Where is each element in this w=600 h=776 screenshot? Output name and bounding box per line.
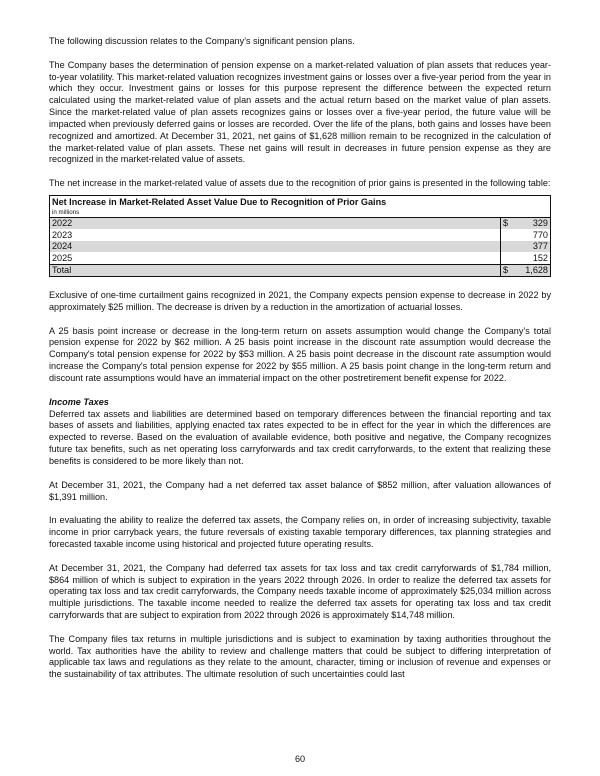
row-label: 2023 <box>52 229 73 240</box>
table-row <box>50 241 551 252</box>
table-total-row <box>50 264 551 276</box>
currency-symbol: $ <box>503 265 509 276</box>
table-intro-paragraph: The net increase in the market-related value of assets due to the recognition of prior gains is presented in the following table: <box>49 178 551 189</box>
row-value-cell <box>501 252 551 264</box>
row-label: 2024 <box>50 241 501 252</box>
row-value: 770 <box>532 229 548 240</box>
table-row <box>50 252 551 264</box>
table-title: Net Increase in Market-Related Asset Value Due to Recognition of Prior Gains <box>52 197 387 208</box>
intro-paragraph: The following discussion relates to the Company’s significant pension plans. <box>49 36 355 46</box>
row-value-cell <box>501 229 551 240</box>
row-value: 152 <box>532 252 548 263</box>
jurisdictions-paragraph: The Company files tax returns in multiple jurisdictions and is subject to examination by taxing authorities throughout the world. Tax authorities have the ability to review and challenge matters that could be subject to differing interpretation of applicable tax laws and regulations as they relate to the amount, character, timing or inclusion of revenue and expenses or the sustainability of tax attributes. The ultimate resolution of such uncertainties could last <box>49 633 551 680</box>
evaluating-paragraph: In evaluating the ability to realize the deferred tax assets, the Company relies on, in order of increasing subjectivity, taxable income in prior carryback years, the future reversals of existing taxable temporary differences, tax planning strategies and forecasted taxable income using historical and projected future operating results. <box>49 515 551 549</box>
valuation-paragraph: The Company bases the determination of pension expense on a market-related valuation of plan assets that reduces year-to-year volatility. This market-related valuation recognizes investment gains or losses over a five-year period from the year in which they occur. Investment gains or losses for this purpose represent the difference between the expected return calculated using the market-related value of plan assets and the actual return based on the market value of plan assets. Since the market-related value of plan assets recognizes gains or losses over a five-year period, the future value will be impacted when previously deferred gains or losses are recorded. Over the life of the plans, both gains and losses have been recognized and amortized. At December 31, 2021, net gains of $1,628 million remain to be recognized in the calculation of the market-related value of plan assets. These net gains will result in decreases in future pension expense as they are recognized in the market-related value of assets. <box>49 59 551 165</box>
income-taxes-heading: Income Taxes <box>49 396 109 407</box>
total-label: Total <box>50 264 501 276</box>
row-value-cell <box>501 241 551 252</box>
deferred-tax-paragraph: Deferred tax assets and liabilities are determined based on temporary differences between the financial reporting and tax bases of assets and liabilities, applying enacted tax rates expected to be in effect for the year in which the differences are expected to reverse. Based on the evaluation of available evidence, both positive and negative, the Company recognizes future tax benefits, such as net operating loss carryforwards and tax credit carryforwards, to the extent that realizing these benefits is considered to be more likely than not. <box>49 408 551 466</box>
row-label: 2022 <box>50 218 501 230</box>
curtailment-paragraph: Exclusive of one-time curtailment gains recognized in 2021, the Company expects pension expense to decrease in 2022 by approximately $25 million. The decrease is driven by a reduction in the amortization of actuarial losses. <box>49 290 551 312</box>
row-value: 377 <box>532 241 548 252</box>
basis-point-paragraph: A 25 basis point increase or decrease in the long-term return on assets assumption would change the Company’s total pension expense for 2022 by $62 million. A 25 basis point increase in the discount rate assumption would decrease the Company's total pension expense for 2022 by $53 million. A 25 basis point decrease in the discount rate assumption would increase the Company's total pension expense for 2022 by $55 million. A 25 basis point change in the long-term return and discount rate assumptions would have an immaterial impact on the other postretirement benefit expense for 2022. <box>49 325 551 383</box>
total-value: 1,628 <box>525 265 548 276</box>
table-row <box>50 229 551 240</box>
row-value-cell <box>501 218 551 230</box>
net-deferred-paragraph: At December 31, 2021, the Company had a net deferred tax asset balance of $852 million, after valuation allowances of $1,391 million. <box>49 479 551 502</box>
row-value: 329 <box>532 218 548 229</box>
document-page <box>49 36 551 681</box>
currency-symbol: $ <box>503 218 509 229</box>
carryforwards-paragraph: At December 31, 2021, the Company had deferred tax assets for tax loss and tax credit carryforwards of $1,784 million, $864 million of which is subject to expiration in the years 2022 through 2026. In order to realize the deferred tax assets for operating tax loss and tax credit carryforwards, the Company needs taxable income of approximately $25,034 million across multiple jurisdictions. The taxable income needed to realize the deferred tax assets for operating tax loss and tax credit carryforwards that are subject to expiration from 2022 through 2026 is approximately $14,748 million. <box>49 562 551 621</box>
total-value-cell <box>501 264 551 276</box>
table-subtitle: in millions <box>52 209 80 217</box>
row-label: 2025 <box>52 252 73 263</box>
page-number: 60 <box>294 754 306 764</box>
table-header <box>50 196 551 218</box>
table-row <box>50 218 551 230</box>
prior-gains-table <box>49 195 551 277</box>
